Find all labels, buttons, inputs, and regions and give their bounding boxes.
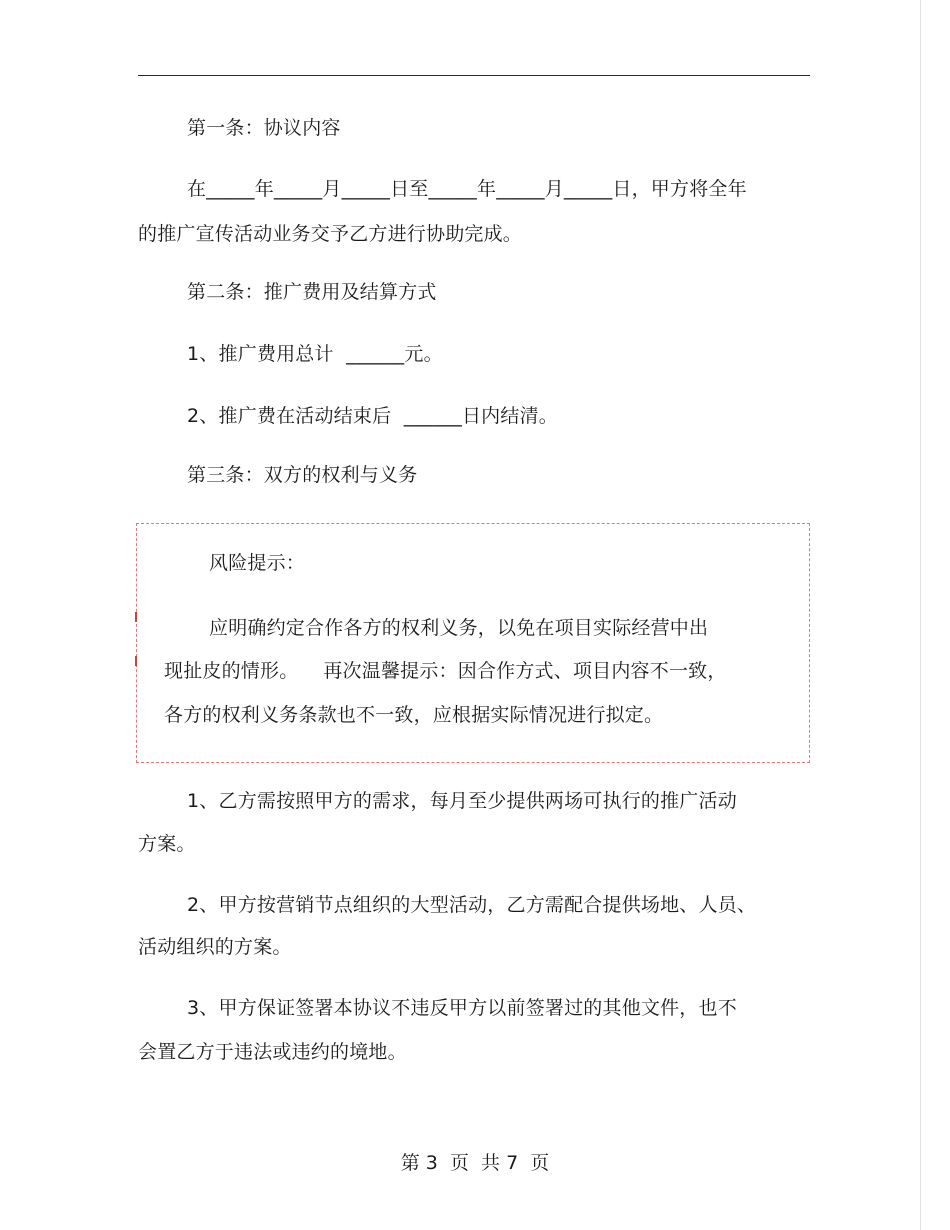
callout-marker bbox=[135, 656, 137, 666]
risk-notice-line-3: 各方的权利义务条款也不一致，应根据实际情况进行拟定。 bbox=[164, 704, 664, 726]
article-2-heading: 第二条：推广费用及结算方式 bbox=[187, 281, 437, 303]
callout-marker bbox=[135, 612, 137, 622]
article-2-item-1: 1、推广费用总计 ______元。 bbox=[187, 343, 443, 365]
page-edge-divider bbox=[920, 0, 921, 1230]
article-1-text-line-1: 在_____年_____月_____日至_____年_____月_____日，甲方将全年 bbox=[187, 178, 747, 200]
header-rule bbox=[138, 75, 810, 76]
article-2-item-2: 2、推广费在活动结束后 ______日内结清。 bbox=[187, 405, 558, 427]
risk-notice-line-2: 现扯皮的情形。 再次温馨提示：因合作方式、项目内容不一致， bbox=[164, 660, 727, 682]
obligation-1-line-1: 1、乙方需按照甲方的需求，每月至少提供两场可执行的推广活动 bbox=[187, 790, 737, 812]
obligation-2-line-2: 活动组织的方案。 bbox=[138, 936, 292, 958]
article-1-text-line-2: 的推广宣传活动业务交予乙方进行协助完成。 bbox=[138, 223, 523, 245]
obligation-3-line-1: 3、甲方保证签署本协议不违反甲方以前签署过的其他文件，也不 bbox=[187, 997, 737, 1019]
article-1-heading: 第一条：协议内容 bbox=[187, 117, 341, 139]
obligation-1-line-2: 方案。 bbox=[138, 833, 196, 855]
article-3-heading: 第三条：双方的权利与义务 bbox=[187, 464, 418, 486]
risk-notice-title: 风险提示： bbox=[209, 552, 306, 574]
risk-notice-line-1: 应明确约定合作各方的权利义务，以免在项目实际经营中出 bbox=[209, 617, 709, 639]
obligation-3-line-2: 会置乙方于违法或违约的境地。 bbox=[138, 1041, 407, 1063]
page-number-footer: 第 3 页 共 7 页 bbox=[400, 1152, 550, 1174]
obligation-2-line-1: 2、甲方按营销节点组织的大型活动，乙方需配合提供场地、人员、 bbox=[187, 894, 757, 916]
